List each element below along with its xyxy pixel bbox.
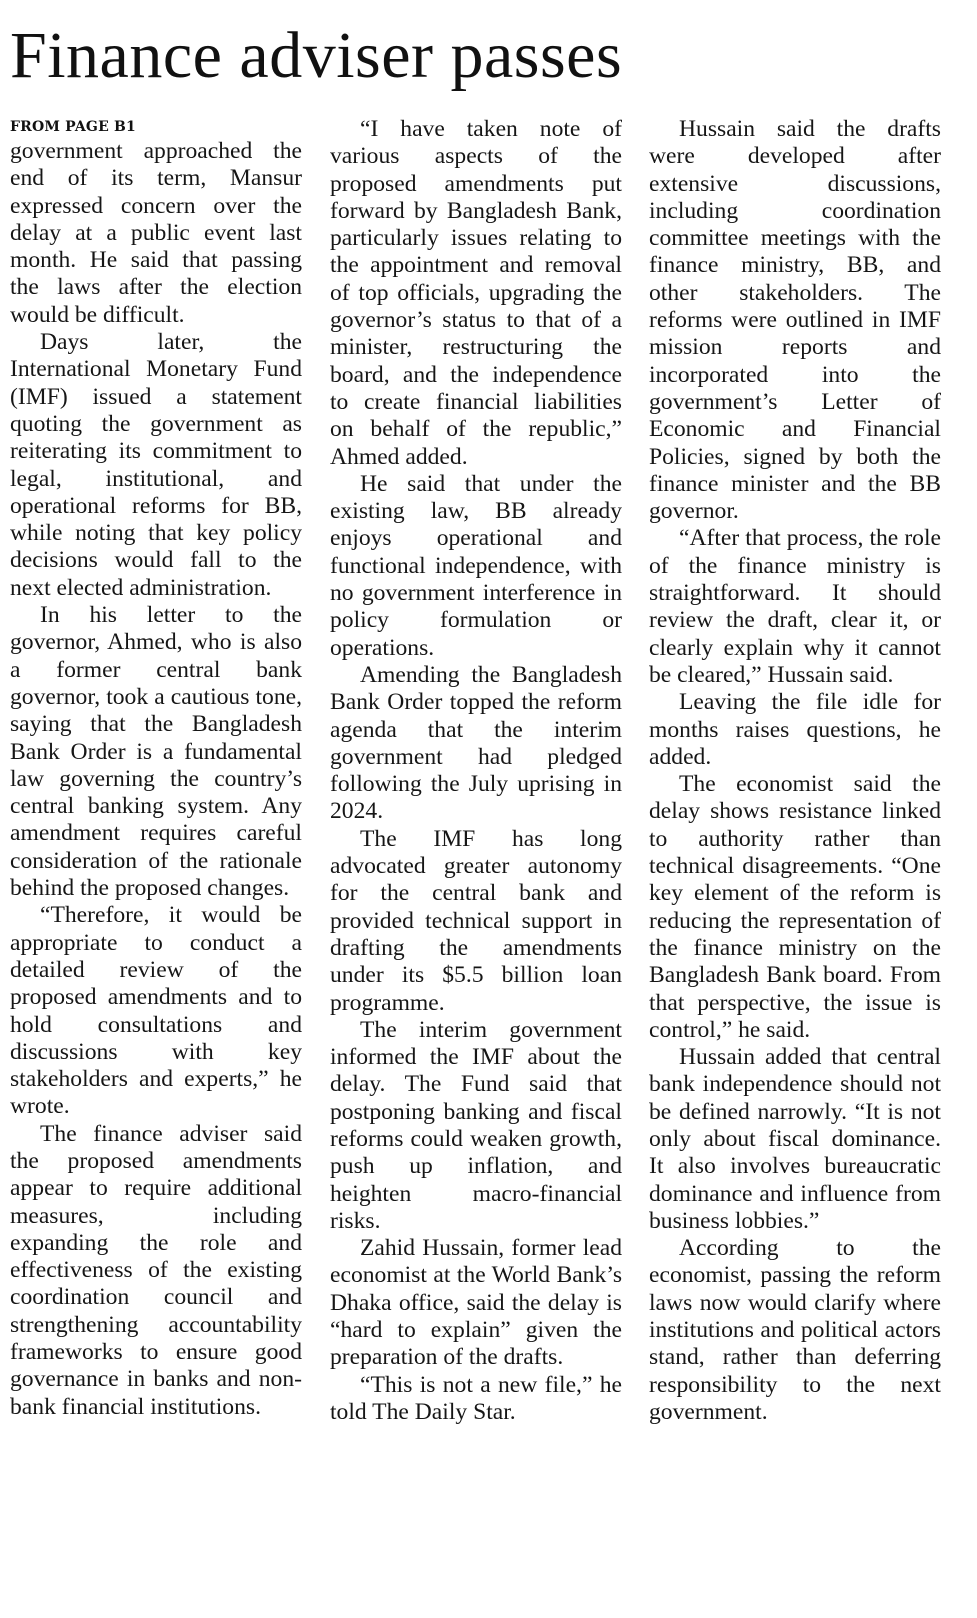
paragraph: “This is not a new file,” he told The Daily Star. (330, 1371, 622, 1425)
paragraph: “I have taken note of various aspects of the proposed amendments put forward by Bangladesh Bank, particularly issues relating to the appointment and removal of top officials, upgrading the governor’s status to that of a minister, restructuring the board, and the independence to create financial liabilities on behalf of the republic,” Ahmed added. (330, 116, 622, 470)
paragraph: According to the economist, passing the reform laws now would clarify where institutions and political actors stand, rather than deferring responsibility to the next government. (649, 1235, 941, 1425)
paragraph: Days later, the International Monetary Fund (IMF) issued a statement quoting the government as reiterating its commitment to legal, institutional, and operational reforms for BB, while noting that key policy decisions would fall to the next elected administration. (10, 329, 302, 601)
paragraph: Zahid Hussain, former lead economist at the World Bank’s Dhaka office, said the delay is “hard to explain” given the preparation of the drafts. (330, 1235, 622, 1371)
paragraph: The economist said the delay shows resistance linked to authority rather than technical disagreements. “One key element of the reform is reducing the representation of the finance ministry on the Bangladesh Bank board. From that perspective, the issue is control,” he said. (649, 771, 941, 1043)
paragraph: “After that process, the role of the finance ministry is straightforward. It should review the draft, clear it, or clearly explain why it cannot be cleared,” Hussain said. (649, 525, 941, 688)
paragraph: Amending the Bangladesh Bank Order topped the reform agenda that the interim government had pledged following the July uprising in 2024. (330, 661, 622, 825)
paragraph: He said that under the existing law, BB already enjoys operational and functional independence, with no government interference in policy formulation or operations. (330, 470, 622, 661)
paragraph: government approached the end of its term, Mansur expressed concern over the delay at a public event last month. He said that passing the laws after the election would be difficult. (10, 138, 302, 328)
article-column-1 (10, 116, 302, 1421)
article-column-3 (649, 116, 941, 1426)
headline: Finance adviser passes (10, 19, 623, 92)
paragraph: “Therefore, it would be appropriate to conduct a detailed review of the proposed amendments and to hold consultations and discussions with key stakeholders and experts,” he wrote. (10, 902, 302, 1120)
article-column-2 (330, 116, 622, 1426)
paragraph: The finance adviser said the proposed amendments appear to require additional measures, including expanding the role and effectiveness of the existing coordination council and strengthening accountability frameworks to ensure good governance in banks and non-bank financial institutions. (10, 1120, 302, 1420)
paragraph: Leaving the file idle for months raises questions, he added. (649, 689, 941, 770)
paragraph: The IMF has long advocated greater autonomy for the central bank and provided technical support in drafting the amendments under its $5.5 billion loan programme. (330, 825, 622, 1016)
paragraph: The interim government informed the IMF about the delay. The Fund said that postponing banking and fiscal reforms could weaken growth, push up inflation, and heighten macro-financial risks. (330, 1016, 622, 1234)
paragraph: In his letter to the governor, Ahmed, who is also a former central bank governor, took a cautious tone, saying that the Bangladesh Bank Order is a fundamental law governing the country’s central banking system. Any amendment requires careful consideration of the rationale behind the proposed changes. (10, 602, 302, 902)
paragraph: Hussain added that central bank independence should not be defined narrowly. “It is not only about fiscal dominance. It also involves bureaucratic dominance and influence from business lobbies.” (649, 1044, 941, 1234)
paragraph: Hussain said the drafts were developed after extensive discussions, including coordination committee meetings with the finance ministry, BB, and other stakeholders. The reforms were outlined in IMF mission reports and incorporated into the government’s Letter of Economic and Financial Policies, signed by both the finance minister and the BB governor. (649, 116, 941, 525)
continuation-kicker: FROM PAGE B1 (10, 119, 136, 135)
